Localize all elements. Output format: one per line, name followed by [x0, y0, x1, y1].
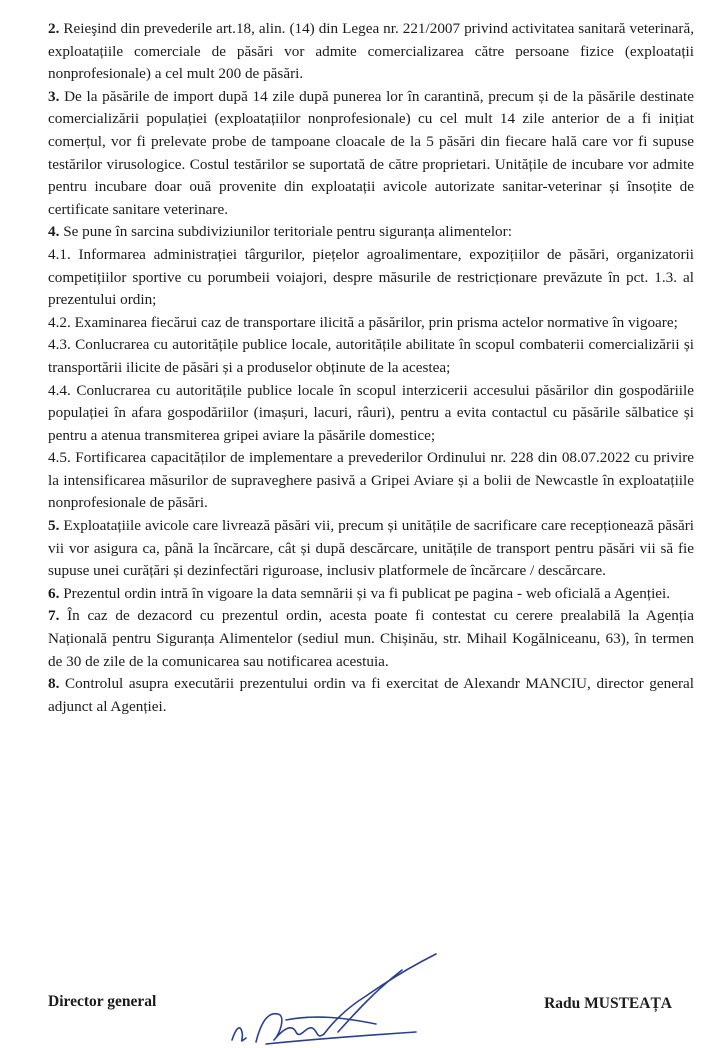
paragraph-number: 2.: [48, 20, 60, 37]
paragraph-text: Se pune în sarcina subdiviziunilor teritoriale pentru siguranța alimentelor:: [59, 223, 512, 241]
paragraph-text: 4.1. Informarea administrației târgurilor, piețelor agroalimentare, expozițiilor de păsări, organizatorii competițiilor sportive cu porumbeii voiajori, despre măsurile de restricționare prevăzute în pct. 1.3. al prezentului ordin;: [48, 245, 694, 309]
paragraph-text: De la păsările de import după 14 zile după punerea lor în carantină, precum și de la păsările destinate comercializării populației (exploatațiilor nonprofesionale) cu cel mult 14 zile anterior de a fi inițiat comerțul, vor fi prelevate probe de tampoane cloacale de la 5 păsări din fiecare hală care vor fi supuse testărilor virusologice. Costul testărilor se suportată de către proprietari. Unitățile de incubare vor admite pentru incubare doar ouă provenite din exploatații avicole autorizate sanitar-veterinar și însoțite de certificate sanitare veterinare.: [48, 87, 694, 218]
paragraph-number: 3.: [48, 87, 60, 105]
paragraph: [48, 312, 694, 335]
paragraph: [48, 221, 694, 244]
paragraph-number: 8.: [48, 675, 60, 693]
paragraph: [48, 334, 694, 379]
paragraph: [48, 18, 694, 86]
paragraph: [48, 86, 694, 222]
paragraph-text: 4.5. Fortificarea capacităților de implementare a prevederilor Ordinului nr. 228 din 08.07.2022 cu privire la intensificarea măsurilor de supraveghere pasivă a Gripei Aviare și a bolii de Newcastle în exploatațiile nonprofesionale de păsări.: [48, 449, 694, 512]
paragraph-number: 4.: [48, 223, 60, 241]
paragraph: [48, 380, 694, 448]
signature-row: [48, 993, 694, 1027]
order-body: [48, 18, 694, 718]
paragraph-text: 4.3. Conlucrarea cu autoritățile publice locale, autoritățile abilitate în scopul combaterii comercializării și transportării ilicite de păsări și a produselor obținute de la acestea;: [48, 336, 694, 376]
paragraph-text: Controlul asupra executării prezentului ordin va fi exercitat de Alexandr MANCIU, director general adjunct al Agenției.: [48, 675, 694, 715]
signatory-name: Radu MUSTEAȚA: [544, 995, 672, 1012]
paragraph: [48, 244, 694, 312]
signatory-title: Director general: [48, 993, 157, 1010]
paragraph-text: 4.4. Conlucrarea cu autoritățile publice locale în scopul interzicerii accesului păsărilor din gospodăriile populației în afara gospodăriilor (imașuri, lacuri, râuri), pentru a evita contactul cu păsările sălbatice și pentru a atenua transmiterea gripei aviare la păsările domestice;: [48, 381, 694, 444]
paragraph-number: 6.: [48, 584, 60, 602]
paragraph: [48, 515, 694, 583]
paragraph-number: 7.: [48, 607, 60, 625]
paragraph-text: Prezentul ordin intră în vigoare la data semnării și va fi publicat pe pagina - web oficială a Agenției.: [59, 584, 671, 602]
paragraph-text: Reieşind din prevederile art.18, alin. (14) din Legea nr. 221/2007 privind activitatea sanitară veterinară, exploatațiile comerciale de păsări vor admite comercializarea către persoane fizice (exploatații nonprofesionale) a cel mult 200 de păsări.: [48, 20, 694, 83]
paragraph: [48, 605, 694, 673]
paragraph-text: În caz de dezacord cu prezentul ordin, acesta poate fi contestat cu cerere prealabilă la Agenția Națională pentru Siguranța Alimentelor (sediul mun. Chișinău, str. Mihail Kogălniceanu, 63), în termen de 30 de zile de la comunicarea sau notificarea acestuia.: [48, 607, 694, 670]
paragraph-text: Exploatațiile avicole care livrează păsări vii, precum și unitățile de sacrificare care recepționează păsări vii vor asigura ca, până la încărcare, cât și după descărcare, unitățile de transport pentru păsări vii să fie supuse unei curățări și dezinfectări riguroase, inclusiv platformele de încărcare / descărcare.: [48, 517, 694, 580]
paragraph-number: 5.: [48, 517, 60, 535]
paragraph: [48, 673, 694, 718]
paragraph: [48, 447, 694, 515]
paragraph: [48, 583, 694, 606]
paragraph-text: 4.2. Examinarea fiecărui caz de transportare ilicită a păsărilor, prin prisma actelor normative în vigoare;: [48, 313, 678, 331]
